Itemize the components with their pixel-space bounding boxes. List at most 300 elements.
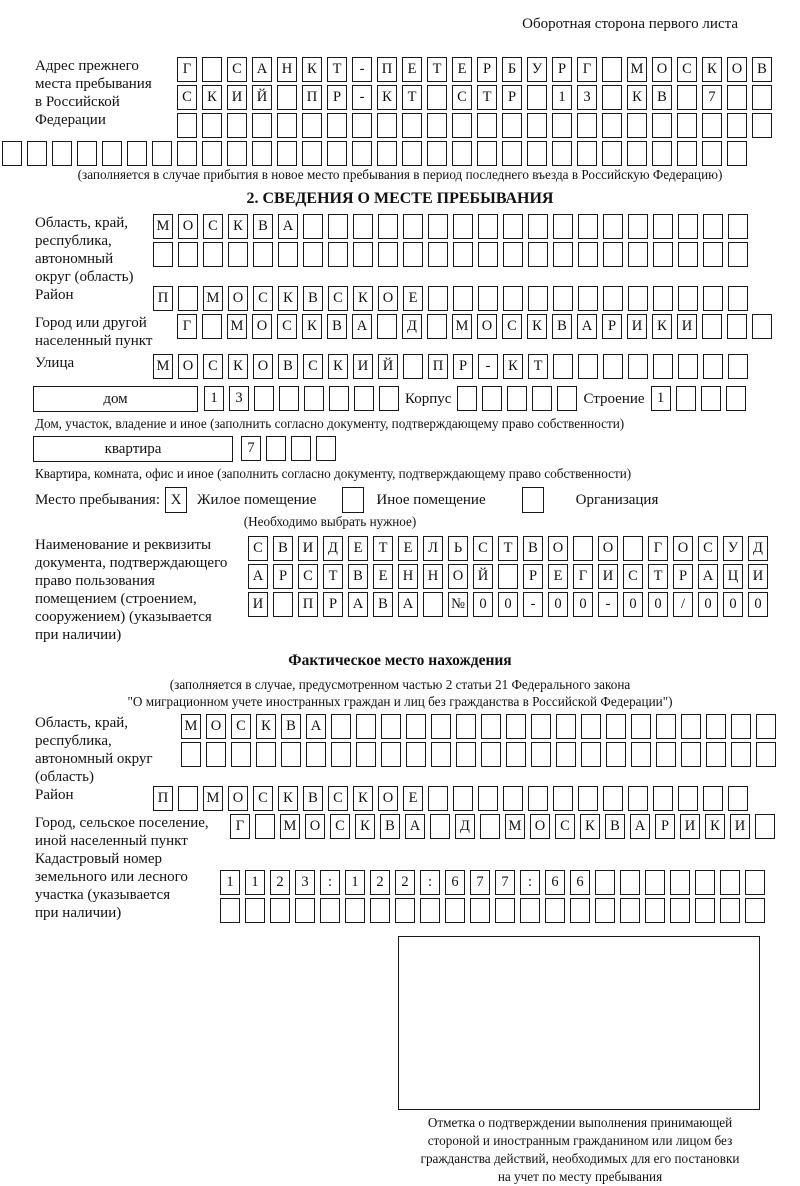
char-cell[interactable] xyxy=(728,354,748,379)
char-cell[interactable]: 6 xyxy=(545,870,565,895)
char-cell[interactable] xyxy=(503,242,523,267)
char-cell[interactable] xyxy=(681,742,701,767)
char-cell[interactable] xyxy=(427,85,447,110)
char-cell[interactable]: Е xyxy=(403,286,423,311)
char-cell[interactable] xyxy=(102,141,122,166)
char-cell[interactable]: 7 xyxy=(495,870,515,895)
char-cell[interactable]: С xyxy=(203,214,223,239)
char-cell[interactable] xyxy=(520,898,540,923)
char-cell[interactable] xyxy=(578,786,598,811)
char-cell[interactable] xyxy=(2,141,22,166)
char-cell[interactable]: - xyxy=(352,57,372,82)
char-cell[interactable]: Р xyxy=(323,592,343,617)
char-cell[interactable]: В xyxy=(278,354,298,379)
char-cell[interactable]: 3 xyxy=(295,870,315,895)
char-cell[interactable]: Т xyxy=(498,536,518,561)
char-cell[interactable] xyxy=(503,214,523,239)
char-cell[interactable]: Е xyxy=(348,536,368,561)
char-cell[interactable] xyxy=(602,85,622,110)
char-cell[interactable] xyxy=(381,742,401,767)
char-cell[interactable] xyxy=(603,786,623,811)
char-cell[interactable]: 0 xyxy=(723,592,743,617)
char-cell[interactable] xyxy=(531,714,551,739)
char-cell[interactable] xyxy=(623,536,643,561)
char-cell[interactable] xyxy=(231,742,251,767)
char-cell[interactable]: С xyxy=(298,564,318,589)
char-cell[interactable]: С xyxy=(677,57,697,82)
char-cell[interactable]: А xyxy=(352,314,372,339)
char-cell[interactable] xyxy=(378,214,398,239)
char-cell[interactable] xyxy=(304,386,324,411)
char-cell[interactable]: Р xyxy=(552,57,572,82)
char-cell[interactable] xyxy=(553,786,573,811)
char-cell[interactable] xyxy=(202,113,222,138)
char-cell[interactable] xyxy=(602,141,622,166)
char-cell[interactable]: Г xyxy=(577,57,597,82)
char-cell[interactable] xyxy=(578,242,598,267)
char-cell[interactable] xyxy=(706,742,726,767)
char-cell[interactable]: / xyxy=(673,592,693,617)
char-cell[interactable] xyxy=(303,242,323,267)
char-cell[interactable] xyxy=(678,214,698,239)
char-cell[interactable]: - xyxy=(478,354,498,379)
char-cell[interactable] xyxy=(256,742,276,767)
char-cell[interactable] xyxy=(745,870,765,895)
char-cell[interactable] xyxy=(678,286,698,311)
char-cell[interactable]: Ь xyxy=(448,536,468,561)
char-cell[interactable] xyxy=(452,141,472,166)
char-cell[interactable]: А xyxy=(398,592,418,617)
char-cell[interactable] xyxy=(702,314,722,339)
char-cell[interactable] xyxy=(428,786,448,811)
char-cell[interactable]: С xyxy=(698,536,718,561)
char-cell[interactable] xyxy=(727,85,747,110)
char-cell[interactable]: Н xyxy=(398,564,418,589)
char-cell[interactable] xyxy=(181,742,201,767)
char-cell[interactable] xyxy=(578,354,598,379)
char-cell[interactable]: О xyxy=(727,57,747,82)
char-cell[interactable] xyxy=(678,242,698,267)
char-cell[interactable] xyxy=(752,314,772,339)
char-cell[interactable] xyxy=(478,242,498,267)
char-cell[interactable] xyxy=(606,742,626,767)
char-cell[interactable] xyxy=(720,898,740,923)
char-cell[interactable]: С xyxy=(623,564,643,589)
char-cell[interactable] xyxy=(327,141,347,166)
char-cell[interactable]: Г xyxy=(648,536,668,561)
char-cell[interactable] xyxy=(573,536,593,561)
char-cell[interactable] xyxy=(457,386,477,411)
char-cell[interactable]: О xyxy=(448,564,468,589)
char-cell[interactable] xyxy=(266,436,286,461)
char-cell[interactable]: И xyxy=(248,592,268,617)
char-cell[interactable] xyxy=(695,870,715,895)
checkbox-other-premises[interactable] xyxy=(342,487,364,513)
char-cell[interactable] xyxy=(352,113,372,138)
char-cell[interactable] xyxy=(470,898,490,923)
char-cell[interactable]: Е xyxy=(402,57,422,82)
char-cell[interactable]: О xyxy=(598,536,618,561)
char-cell[interactable] xyxy=(482,386,502,411)
char-cell[interactable]: Й xyxy=(473,564,493,589)
char-cell[interactable]: А xyxy=(252,57,272,82)
char-cell[interactable] xyxy=(428,286,448,311)
char-cell[interactable] xyxy=(481,742,501,767)
char-cell[interactable]: Р xyxy=(602,314,622,339)
char-cell[interactable] xyxy=(603,214,623,239)
char-cell[interactable] xyxy=(403,354,423,379)
char-cell[interactable] xyxy=(656,742,676,767)
char-cell[interactable]: Р xyxy=(273,564,293,589)
char-cell[interactable] xyxy=(281,742,301,767)
char-cell[interactable]: К xyxy=(278,786,298,811)
char-cell[interactable]: К xyxy=(377,85,397,110)
char-cell[interactable] xyxy=(495,898,515,923)
char-cell[interactable] xyxy=(706,714,726,739)
char-cell[interactable]: Б xyxy=(502,57,522,82)
char-cell[interactable] xyxy=(627,113,647,138)
char-cell[interactable]: Д xyxy=(402,314,422,339)
char-cell[interactable] xyxy=(703,286,723,311)
char-cell[interactable]: 1 xyxy=(345,870,365,895)
char-cell[interactable]: С xyxy=(328,286,348,311)
char-cell[interactable]: С xyxy=(231,714,251,739)
char-cell[interactable] xyxy=(528,242,548,267)
char-cell[interactable]: Й xyxy=(252,85,272,110)
char-cell[interactable] xyxy=(556,714,576,739)
char-cell[interactable]: В xyxy=(348,564,368,589)
char-cell[interactable] xyxy=(731,714,751,739)
char-cell[interactable] xyxy=(702,113,722,138)
char-cell[interactable]: К xyxy=(580,814,600,839)
char-cell[interactable] xyxy=(653,354,673,379)
char-cell[interactable]: С xyxy=(555,814,575,839)
char-cell[interactable] xyxy=(354,386,374,411)
char-cell[interactable]: А xyxy=(306,714,326,739)
char-cell[interactable]: К xyxy=(228,354,248,379)
char-cell[interactable] xyxy=(752,113,772,138)
char-cell[interactable]: К xyxy=(278,286,298,311)
char-cell[interactable]: К xyxy=(328,354,348,379)
char-cell[interactable] xyxy=(328,242,348,267)
char-cell[interactable] xyxy=(254,386,274,411)
char-cell[interactable] xyxy=(653,786,673,811)
char-cell[interactable]: К xyxy=(228,214,248,239)
char-cell[interactable] xyxy=(577,113,597,138)
char-cell[interactable]: 0 xyxy=(648,592,668,617)
char-cell[interactable] xyxy=(502,141,522,166)
char-cell[interactable] xyxy=(645,898,665,923)
char-cell[interactable] xyxy=(702,141,722,166)
char-cell[interactable] xyxy=(328,214,348,239)
char-cell[interactable]: В xyxy=(303,286,323,311)
char-cell[interactable]: Р xyxy=(327,85,347,110)
char-cell[interactable] xyxy=(602,57,622,82)
char-cell[interactable] xyxy=(628,214,648,239)
char-cell[interactable] xyxy=(620,898,640,923)
char-cell[interactable] xyxy=(255,814,275,839)
char-cell[interactable]: 6 xyxy=(570,870,590,895)
char-cell[interactable] xyxy=(728,786,748,811)
char-cell[interactable] xyxy=(456,714,476,739)
char-cell[interactable] xyxy=(478,286,498,311)
char-cell[interactable]: С xyxy=(452,85,472,110)
char-cell[interactable]: Ц xyxy=(723,564,743,589)
checkbox-organization[interactable] xyxy=(522,487,544,513)
char-cell[interactable]: В xyxy=(281,714,301,739)
char-cell[interactable]: С xyxy=(203,354,223,379)
char-cell[interactable] xyxy=(477,113,497,138)
char-cell[interactable] xyxy=(506,714,526,739)
char-cell[interactable] xyxy=(478,214,498,239)
char-cell[interactable] xyxy=(228,242,248,267)
char-cell[interactable]: М xyxy=(627,57,647,82)
char-cell[interactable]: Р xyxy=(502,85,522,110)
char-cell[interactable] xyxy=(403,214,423,239)
char-cell[interactable] xyxy=(420,898,440,923)
char-cell[interactable] xyxy=(379,386,399,411)
char-cell[interactable]: К xyxy=(302,314,322,339)
char-cell[interactable]: М xyxy=(452,314,472,339)
char-cell[interactable]: В xyxy=(523,536,543,561)
char-cell[interactable] xyxy=(270,898,290,923)
char-cell[interactable] xyxy=(755,814,775,839)
char-cell[interactable]: О xyxy=(228,286,248,311)
char-cell[interactable]: К xyxy=(503,354,523,379)
char-cell[interactable]: О xyxy=(178,354,198,379)
char-cell[interactable]: М xyxy=(227,314,247,339)
char-cell[interactable]: - xyxy=(352,85,372,110)
char-cell[interactable] xyxy=(277,85,297,110)
char-cell[interactable] xyxy=(645,870,665,895)
char-cell[interactable] xyxy=(406,714,426,739)
char-cell[interactable]: 7 xyxy=(470,870,490,895)
char-cell[interactable] xyxy=(528,286,548,311)
char-cell[interactable] xyxy=(227,113,247,138)
char-cell[interactable] xyxy=(595,898,615,923)
char-cell[interactable]: С xyxy=(253,286,273,311)
char-cell[interactable]: В xyxy=(652,85,672,110)
char-cell[interactable] xyxy=(681,714,701,739)
char-cell[interactable] xyxy=(502,113,522,138)
char-cell[interactable]: К xyxy=(705,814,725,839)
char-cell[interactable]: 1 xyxy=(220,870,240,895)
char-cell[interactable] xyxy=(503,286,523,311)
char-cell[interactable] xyxy=(670,870,690,895)
char-cell[interactable] xyxy=(677,113,697,138)
char-cell[interactable]: Т xyxy=(648,564,668,589)
char-cell[interactable] xyxy=(306,742,326,767)
char-cell[interactable]: В xyxy=(327,314,347,339)
char-cell[interactable]: А xyxy=(348,592,368,617)
char-cell[interactable]: М xyxy=(203,786,223,811)
char-cell[interactable]: 0 xyxy=(473,592,493,617)
char-cell[interactable] xyxy=(731,742,751,767)
char-cell[interactable]: О xyxy=(206,714,226,739)
char-cell[interactable]: 6 xyxy=(445,870,465,895)
char-cell[interactable] xyxy=(202,141,222,166)
char-cell[interactable] xyxy=(377,113,397,138)
char-cell[interactable] xyxy=(428,242,448,267)
char-cell[interactable] xyxy=(177,113,197,138)
char-cell[interactable] xyxy=(553,286,573,311)
char-cell[interactable] xyxy=(603,354,623,379)
char-cell[interactable] xyxy=(595,870,615,895)
char-cell[interactable]: О xyxy=(252,314,272,339)
char-cell[interactable]: С xyxy=(502,314,522,339)
char-cell[interactable] xyxy=(581,714,601,739)
char-cell[interactable] xyxy=(370,898,390,923)
char-cell[interactable] xyxy=(252,113,272,138)
char-cell[interactable]: Г xyxy=(573,564,593,589)
char-cell[interactable]: С xyxy=(303,354,323,379)
char-cell[interactable]: Е xyxy=(548,564,568,589)
char-cell[interactable] xyxy=(253,242,273,267)
char-cell[interactable]: А xyxy=(577,314,597,339)
char-cell[interactable] xyxy=(291,436,311,461)
char-cell[interactable] xyxy=(677,141,697,166)
char-cell[interactable] xyxy=(303,214,323,239)
char-cell[interactable] xyxy=(278,242,298,267)
char-cell[interactable]: А xyxy=(630,814,650,839)
char-cell[interactable] xyxy=(431,742,451,767)
char-cell[interactable] xyxy=(381,714,401,739)
char-cell[interactable] xyxy=(402,113,422,138)
char-cell[interactable]: Н xyxy=(277,57,297,82)
char-cell[interactable] xyxy=(177,141,197,166)
char-cell[interactable]: 0 xyxy=(748,592,768,617)
char-cell[interactable] xyxy=(427,113,447,138)
char-cell[interactable]: С xyxy=(177,85,197,110)
char-cell[interactable]: О xyxy=(253,354,273,379)
char-cell[interactable] xyxy=(320,898,340,923)
char-cell[interactable] xyxy=(703,242,723,267)
char-cell[interactable]: О xyxy=(477,314,497,339)
char-cell[interactable] xyxy=(581,742,601,767)
char-cell[interactable] xyxy=(327,113,347,138)
char-cell[interactable]: 1 xyxy=(204,386,224,411)
char-cell[interactable]: О xyxy=(548,536,568,561)
char-cell[interactable]: Г xyxy=(177,314,197,339)
char-cell[interactable] xyxy=(727,141,747,166)
char-cell[interactable]: О xyxy=(530,814,550,839)
char-cell[interactable]: О xyxy=(228,786,248,811)
char-cell[interactable] xyxy=(677,85,697,110)
char-cell[interactable] xyxy=(553,354,573,379)
char-cell[interactable]: К xyxy=(702,57,722,82)
char-cell[interactable] xyxy=(653,214,673,239)
char-cell[interactable] xyxy=(606,714,626,739)
char-cell[interactable] xyxy=(703,354,723,379)
char-cell[interactable] xyxy=(77,141,97,166)
char-cell[interactable]: Р xyxy=(655,814,675,839)
char-cell[interactable] xyxy=(678,786,698,811)
char-cell[interactable] xyxy=(27,141,47,166)
char-cell[interactable]: И xyxy=(598,564,618,589)
char-cell[interactable] xyxy=(507,386,527,411)
char-cell[interactable] xyxy=(431,714,451,739)
char-cell[interactable] xyxy=(727,113,747,138)
char-cell[interactable]: А xyxy=(278,214,298,239)
char-cell[interactable] xyxy=(331,742,351,767)
char-cell[interactable] xyxy=(427,141,447,166)
char-cell[interactable] xyxy=(578,286,598,311)
char-cell[interactable] xyxy=(603,242,623,267)
char-cell[interactable]: П xyxy=(428,354,448,379)
char-cell[interactable] xyxy=(531,742,551,767)
char-cell[interactable]: М xyxy=(280,814,300,839)
char-cell[interactable] xyxy=(481,714,501,739)
char-cell[interactable]: И xyxy=(680,814,700,839)
char-cell[interactable] xyxy=(631,742,651,767)
char-cell[interactable] xyxy=(557,386,577,411)
char-cell[interactable]: Р xyxy=(453,354,473,379)
char-cell[interactable]: Д xyxy=(455,814,475,839)
char-cell[interactable] xyxy=(503,786,523,811)
char-cell[interactable]: 1 xyxy=(651,386,671,411)
char-cell[interactable] xyxy=(403,242,423,267)
char-cell[interactable]: Г xyxy=(230,814,250,839)
char-cell[interactable] xyxy=(453,786,473,811)
char-cell[interactable]: Е xyxy=(398,536,418,561)
char-cell[interactable] xyxy=(631,714,651,739)
char-cell[interactable] xyxy=(552,141,572,166)
char-cell[interactable]: 3 xyxy=(229,386,249,411)
char-cell[interactable] xyxy=(202,57,222,82)
char-cell[interactable] xyxy=(202,314,222,339)
char-cell[interactable]: И xyxy=(677,314,697,339)
char-cell[interactable] xyxy=(477,141,497,166)
char-cell[interactable]: К xyxy=(202,85,222,110)
char-cell[interactable]: Е xyxy=(403,786,423,811)
char-cell[interactable]: Л xyxy=(423,536,443,561)
char-cell[interactable] xyxy=(653,286,673,311)
char-cell[interactable]: : xyxy=(520,870,540,895)
char-cell[interactable] xyxy=(703,214,723,239)
char-cell[interactable]: Е xyxy=(373,564,393,589)
char-cell[interactable]: П xyxy=(302,85,322,110)
char-cell[interactable] xyxy=(552,113,572,138)
char-cell[interactable]: О xyxy=(378,286,398,311)
char-cell[interactable]: И xyxy=(748,564,768,589)
char-cell[interactable] xyxy=(428,214,448,239)
char-cell[interactable] xyxy=(603,286,623,311)
char-cell[interactable]: Т xyxy=(477,85,497,110)
char-cell[interactable] xyxy=(377,141,397,166)
char-cell[interactable]: № xyxy=(448,592,468,617)
char-cell[interactable] xyxy=(577,141,597,166)
char-cell[interactable] xyxy=(478,786,498,811)
char-cell[interactable]: М xyxy=(153,214,173,239)
char-cell[interactable]: Й xyxy=(378,354,398,379)
checkbox-residential[interactable]: X xyxy=(165,487,187,513)
char-cell[interactable]: У xyxy=(527,57,547,82)
char-cell[interactable] xyxy=(527,113,547,138)
char-cell[interactable] xyxy=(279,386,299,411)
char-cell[interactable]: У xyxy=(723,536,743,561)
char-cell[interactable] xyxy=(277,141,297,166)
char-cell[interactable]: П xyxy=(377,57,397,82)
char-cell[interactable]: Т xyxy=(373,536,393,561)
char-cell[interactable]: 0 xyxy=(573,592,593,617)
char-cell[interactable] xyxy=(178,242,198,267)
char-cell[interactable] xyxy=(377,314,397,339)
char-cell[interactable]: 1 xyxy=(245,870,265,895)
char-cell[interactable] xyxy=(445,898,465,923)
char-cell[interactable] xyxy=(206,742,226,767)
char-cell[interactable] xyxy=(178,286,198,311)
char-cell[interactable] xyxy=(652,113,672,138)
